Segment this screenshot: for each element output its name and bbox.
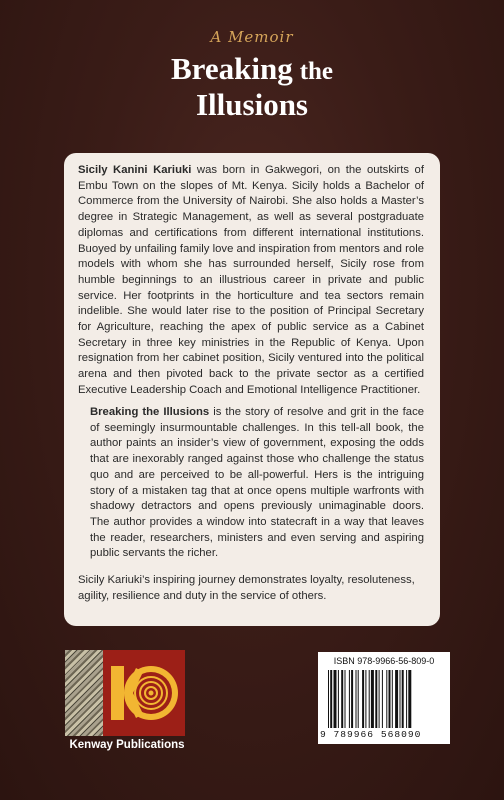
barcode-bar (338, 670, 339, 728)
barcode-bar (406, 670, 407, 728)
author-name: Sicily Kanini Kariuki (78, 164, 192, 176)
kenway-k-logo-icon (65, 650, 185, 736)
barcode-bar (349, 670, 350, 728)
synopsis-text: is the story of resolve and grit in the face of seemingly insurmountable challenges. In this tell-all book, the author paints an insider’s view of government, exposing the odds that are inexorably ranged against those who challenge the status quo and are perceived to be all-powerful. Hers is the intriguing story of a mistaken tag that at once opens multiple warfronts with shadowy detractors and opens previously unimaginable doors. The author provides a window into statecraft in a way that leaves the reader, researchers, ministers and even serving and aspiring public servants the richer. (90, 406, 424, 560)
isbn-digits: 9 789966 568090 (320, 729, 422, 740)
title-word-illusions: Illusions (195, 87, 308, 122)
book-synopsis (90, 405, 424, 562)
publisher-name: Kenway Publications (69, 739, 185, 751)
barcode-bar (386, 670, 387, 728)
book-title (0, 52, 504, 123)
barcode-bar (358, 670, 359, 728)
barcode-bar (362, 670, 364, 728)
closing-statement: Sicily Kariuki’s inspiring journey demonstrates loyalty, resoluteness, agility, resilience and duty in the service of others. (78, 574, 415, 602)
title-word-breaking: Breaking (170, 51, 293, 86)
barcode-bar (341, 670, 343, 728)
barcode-bar (402, 670, 404, 728)
barcode-bar (365, 670, 366, 728)
barcode-bar (328, 670, 329, 728)
barcode-bar (371, 670, 374, 728)
author-bio (78, 163, 424, 399)
barcode-bar (330, 670, 332, 728)
barcode-bar (356, 670, 357, 728)
author-bio-text: was born in Gakwegori, on the outskirts of Embu Town on the slopes of Mt. Kenya. Sicily holds a Bachelor of Commerce from the University of Nairobi. She also holds a Master’s degree in Strategic Management, as well as several postgraduate diplomas and certifications from different international institutions. Buoyed by unfailing family love and inspiration from mentors and role models with whom she has surrounded herself, Sicily rose from humble beginnings to an illustrious career in private and public service. Her footprints in the horticulture and tea sectors remain indelible. She would later rise to the position of Principal Secretary for Agriculture, reaching the apex of public service as a Cabinet Secretary in three key ministries in the Republic of Kenya. Upon resignation from her cabinet position, Sicily ventured into the political arena and then pivoted back to the private sector as a certified Executive Leadership Coach and Emotional Intelligence Practitioner. (78, 164, 424, 396)
barcode-bar (389, 670, 391, 728)
subtitle: A Memoir (210, 28, 294, 46)
barcode-bar (395, 670, 398, 728)
barcode-bar (400, 670, 401, 728)
barcode-bars (328, 670, 440, 728)
isbn-label: ISBN 978-9966-56-809-0 (333, 656, 435, 666)
synopsis-book-title: Breaking the Illusions (90, 406, 210, 418)
barcode-bar (369, 670, 370, 728)
barcode-bar (375, 670, 377, 728)
barcode-bar (392, 670, 393, 728)
barcode-bar (345, 670, 346, 728)
logo-artwork-strip (65, 650, 103, 736)
blurb-panel (64, 153, 440, 626)
barcode-bar (382, 670, 383, 728)
isbn-barcode (318, 652, 450, 744)
barcode-bar (334, 670, 337, 728)
barcode-bar (351, 670, 353, 728)
barcode-bar (379, 670, 380, 728)
k-circle-icon (103, 650, 185, 736)
title-word-the: the (299, 58, 334, 85)
logo-mark (103, 650, 185, 736)
barcode-bar (408, 670, 411, 728)
